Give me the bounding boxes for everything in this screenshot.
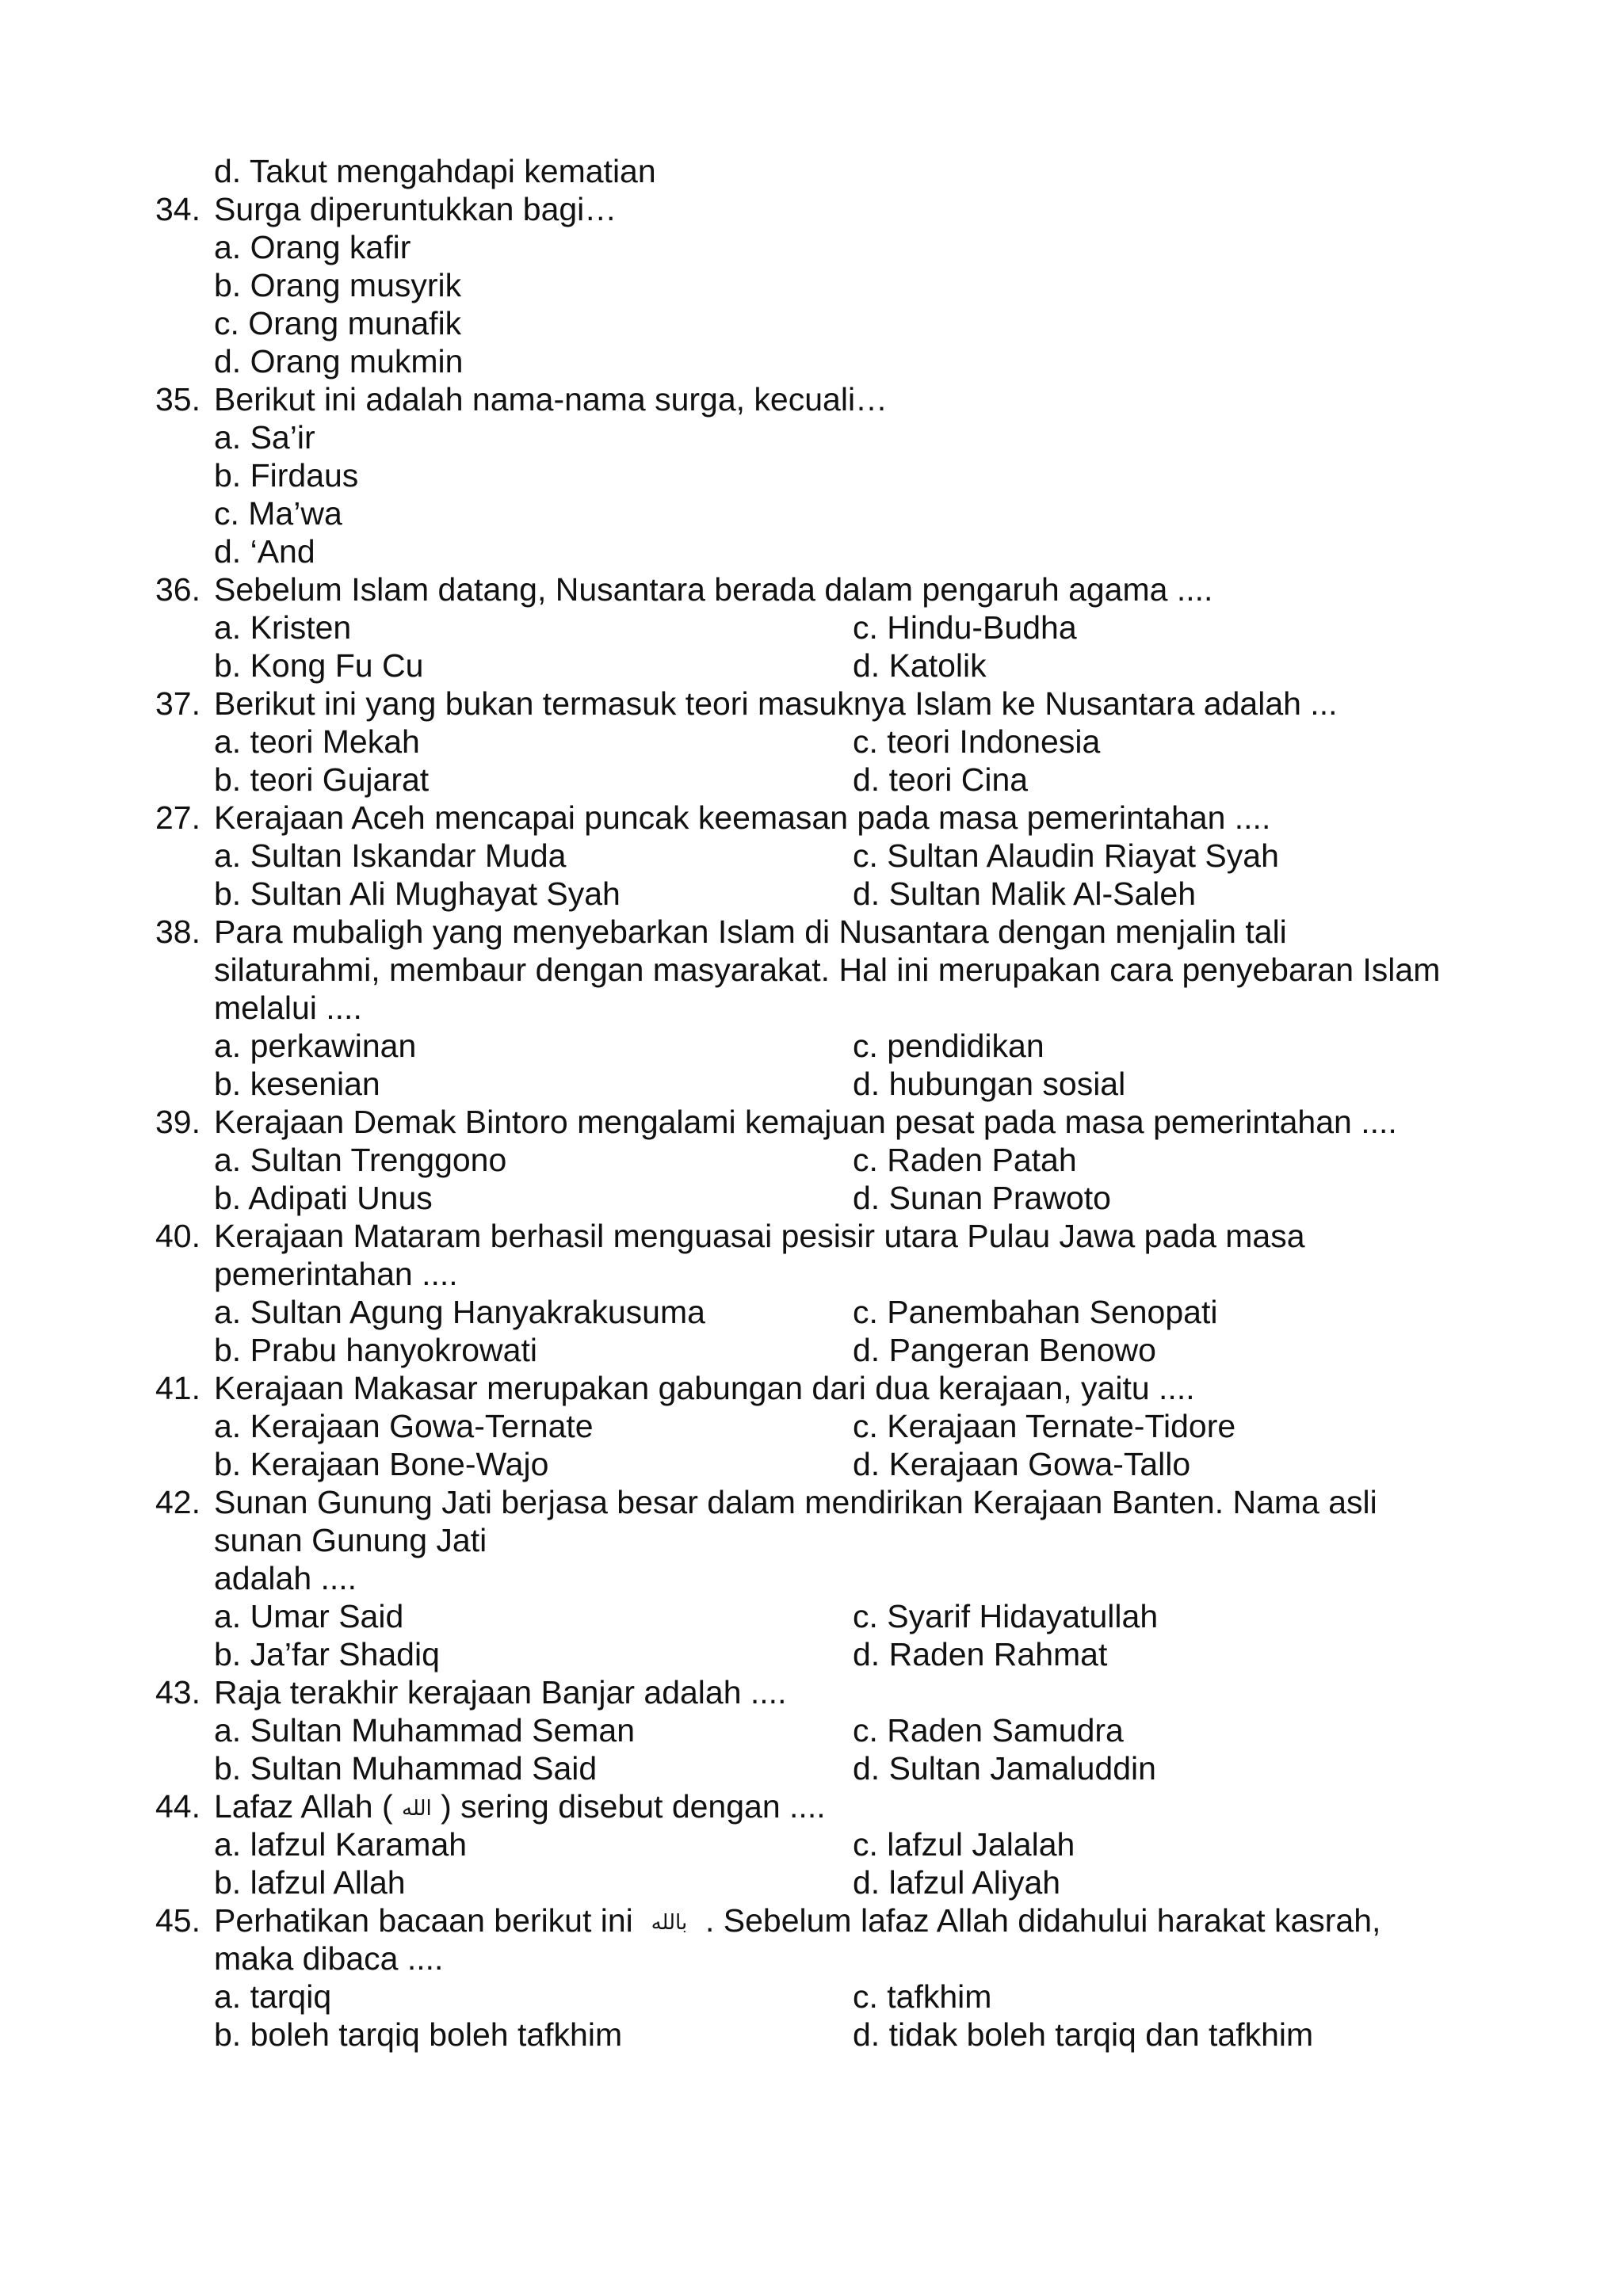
option-right: d. Sultan Malik Al-Saleh xyxy=(853,875,1197,912)
line-text: c. Orang munafik xyxy=(214,305,462,341)
question-text: Kerajaan Makasar merupakan gabungan dari dua kerajaan, yaitu .... xyxy=(214,1370,1195,1406)
options-row xyxy=(155,1978,1503,2016)
option-left: a. teori Mekah xyxy=(214,723,420,760)
option-right: d. lafzul Aliyah xyxy=(853,1864,1061,1901)
option-left: a. Umar Said xyxy=(214,1598,404,1634)
question-line xyxy=(155,1103,1503,1141)
text-line xyxy=(155,494,1503,532)
question-line xyxy=(155,1673,1503,1711)
options-row xyxy=(155,1407,1503,1445)
option-left: b. Sultan Ali Mughayat Syah xyxy=(214,875,621,912)
options-row xyxy=(155,761,1503,799)
question-list xyxy=(155,152,1503,2054)
text-line xyxy=(155,989,1503,1027)
question-line xyxy=(155,913,1503,951)
option-left: a. Sultan Iskandar Muda xyxy=(214,837,567,874)
option-left: b. lafzul Allah xyxy=(214,1864,406,1901)
option-left: b. teori Gujarat xyxy=(214,761,430,798)
options-row xyxy=(155,1141,1503,1179)
question-text: Sunan Gunung Jati berjasa besar dalam mendirikan Kerajaan Banten. Nama asli xyxy=(214,1484,1377,1520)
option-left: b. Sultan Muhammad Said xyxy=(214,1750,598,1787)
line-text: silaturahmi, membaur dengan masyarakat. Hal ini merupakan cara penyebaran Islam xyxy=(214,952,1441,988)
line-text: sunan Gunung Jati xyxy=(214,1522,487,1558)
option-right: d. Sunan Prawoto xyxy=(853,1180,1111,1216)
question-text: Sebelum Islam datang, Nusantara berada dalam pengaruh agama .... xyxy=(214,571,1213,608)
question-line xyxy=(155,1901,1503,1939)
options-row xyxy=(155,1863,1503,1901)
text-line xyxy=(155,304,1503,342)
line-text: d. Takut mengahdapi kematian xyxy=(214,153,656,189)
option-right: d. Katolik xyxy=(853,647,987,684)
question-line xyxy=(155,685,1503,723)
line-text: c. Ma’wa xyxy=(214,495,342,532)
text-line xyxy=(155,1939,1503,1978)
option-left: a. Sultan Agung Hanyakrakusuma xyxy=(214,1294,705,1330)
option-right: c. pendidikan xyxy=(853,1028,1044,1064)
question-number: 44. xyxy=(155,1788,200,1825)
text-line xyxy=(155,456,1503,494)
options-row xyxy=(155,1711,1503,1749)
line-text: d. ‘And xyxy=(214,533,315,570)
question-line xyxy=(155,1787,1503,1825)
question-line xyxy=(155,1369,1503,1407)
option-left: a. Sultan Muhammad Seman xyxy=(214,1712,635,1749)
option-left: b. boleh tarqiq boleh tafkhim xyxy=(214,2016,623,2053)
options-row xyxy=(155,1179,1503,1217)
question-text: Berikut ini yang bukan termasuk teori masuknya Islam ke Nusantara adalah ... xyxy=(214,685,1338,722)
option-left: a. perkawinan xyxy=(214,1028,417,1064)
option-right: c. Syarif Hidayatullah xyxy=(853,1598,1159,1634)
option-left: a. tarqiq xyxy=(214,1978,332,2015)
text-line xyxy=(155,1255,1503,1293)
options-row xyxy=(155,1331,1503,1369)
options-row xyxy=(155,1825,1503,1863)
option-right: c. Hindu-Budha xyxy=(853,609,1077,646)
options-row xyxy=(155,646,1503,685)
question-line xyxy=(155,570,1503,608)
line-text: b. Firdaus xyxy=(214,457,359,494)
question-text-pre: Lafaz Allah ( xyxy=(214,1788,403,1825)
options-row xyxy=(155,875,1503,913)
question-line xyxy=(155,799,1503,837)
question-number: 38. xyxy=(155,913,200,950)
option-left: a. Kristen xyxy=(214,609,352,646)
question-text: Berikut ini adalah nama-nama surga, kecuali… xyxy=(214,381,888,418)
line-text: maka dibaca .... xyxy=(214,1940,444,1977)
question-number: 34. xyxy=(155,191,200,227)
question-text: Kerajaan Mataram berhasil menguasai pesisir utara Pulau Jawa pada masa xyxy=(214,1218,1305,1254)
options-row xyxy=(155,1445,1503,1483)
line-text: melalui .... xyxy=(214,990,362,1026)
option-right: d. tidak boleh tarqiq dan tafkhim xyxy=(853,2016,1314,2053)
text-line xyxy=(155,1559,1503,1597)
text-line xyxy=(155,266,1503,304)
option-right: d. Raden Rahmat xyxy=(853,1636,1108,1672)
line-text: a. Sa’ir xyxy=(214,419,315,456)
question-number: 37. xyxy=(155,685,200,722)
arabic-text: بالله xyxy=(651,1911,688,1936)
question-line xyxy=(155,380,1503,418)
text-line xyxy=(155,951,1503,989)
options-row xyxy=(155,837,1503,875)
options-row xyxy=(155,723,1503,761)
question-number: 43. xyxy=(155,1674,200,1711)
text-line xyxy=(155,342,1503,380)
question-line xyxy=(155,1483,1503,1521)
option-left: b. Prabu hanyokrowati xyxy=(214,1332,537,1368)
option-right: d. hubungan sosial xyxy=(853,1066,1126,1102)
options-row xyxy=(155,2016,1503,2054)
options-row xyxy=(155,608,1503,646)
question-number: 27. xyxy=(155,799,200,836)
option-left: a. lafzul Karamah xyxy=(214,1826,468,1863)
question-number: 36. xyxy=(155,571,200,608)
options-row xyxy=(155,1749,1503,1787)
question-number: 39. xyxy=(155,1104,200,1140)
option-left: a. Sultan Trenggono xyxy=(214,1142,507,1178)
question-text: Para mubaligh yang menyebarkan Islam di Nusantara dengan menjalin tali xyxy=(214,913,1287,950)
option-left: a. Kerajaan Gowa-Ternate xyxy=(214,1408,594,1444)
options-row xyxy=(155,1635,1503,1673)
option-right: d. teori Cina xyxy=(853,761,1029,798)
question-number: 41. xyxy=(155,1370,200,1406)
option-right: c. Sultan Alaudin Riayat Syah xyxy=(853,837,1279,874)
text-line xyxy=(155,418,1503,456)
line-text: pemerintahan .... xyxy=(214,1256,458,1292)
options-row xyxy=(155,1065,1503,1103)
arabic-text: الله xyxy=(402,1797,432,1821)
option-left: b. kesenian xyxy=(214,1066,380,1102)
line-text: a. Orang kafir xyxy=(214,229,411,265)
option-right: d. Kerajaan Gowa-Tallo xyxy=(853,1446,1191,1482)
question-text: Kerajaan Aceh mencapai puncak keemasan pada masa pemerintahan .... xyxy=(214,799,1271,836)
question-text-post: . Sebelum lafaz Allah didahului harakat kasrah, xyxy=(687,1902,1381,1939)
option-right: c. Raden Samudra xyxy=(853,1712,1124,1749)
option-left: b. Adipati Unus xyxy=(214,1180,433,1216)
line-text: d. Orang mukmin xyxy=(214,343,464,379)
options-row xyxy=(155,1027,1503,1065)
line-text: b. Orang musyrik xyxy=(214,267,462,303)
question-text: Raja terakhir kerajaan Banjar adalah .... xyxy=(214,1674,787,1711)
option-right: c. lafzul Jalalah xyxy=(853,1826,1075,1863)
question-number: 45. xyxy=(155,1902,200,1939)
question-text-pre: Perhatikan bacaan berikut ini xyxy=(214,1902,651,1939)
options-row xyxy=(155,1293,1503,1331)
question-line xyxy=(155,1217,1503,1255)
text-line xyxy=(155,1521,1503,1559)
question-text: Surga diperuntukkan bagi… xyxy=(214,191,617,227)
question-line xyxy=(155,190,1503,228)
option-right: c. Kerajaan Ternate-Tidore xyxy=(853,1408,1236,1444)
question-number: 40. xyxy=(155,1218,200,1254)
text-line xyxy=(155,152,1503,190)
option-right: c. Raden Patah xyxy=(853,1142,1077,1178)
option-left: b. Ja’far Shadiq xyxy=(214,1636,440,1672)
question-number: 42. xyxy=(155,1484,200,1520)
text-line xyxy=(155,532,1503,570)
options-row xyxy=(155,1597,1503,1635)
line-text: adalah .... xyxy=(214,1560,357,1596)
question-text: Kerajaan Demak Bintoro mengalami kemajuan pesat pada masa pemerintahan .... xyxy=(214,1104,1397,1140)
text-line xyxy=(155,228,1503,266)
question-number: 35. xyxy=(155,381,200,418)
option-right: c. Panembahan Senopati xyxy=(853,1294,1218,1330)
option-right: d. Sultan Jamaluddin xyxy=(853,1750,1156,1787)
option-right: c. tafkhim xyxy=(853,1978,992,2015)
option-right: c. teori Indonesia xyxy=(853,723,1101,760)
question-text-post: ) sering disebut dengan .... xyxy=(431,1788,826,1825)
option-left: b. Kong Fu Cu xyxy=(214,647,424,684)
option-right: d. Pangeran Benowo xyxy=(853,1332,1156,1368)
option-left: b. Kerajaan Bone-Wajo xyxy=(214,1446,549,1482)
